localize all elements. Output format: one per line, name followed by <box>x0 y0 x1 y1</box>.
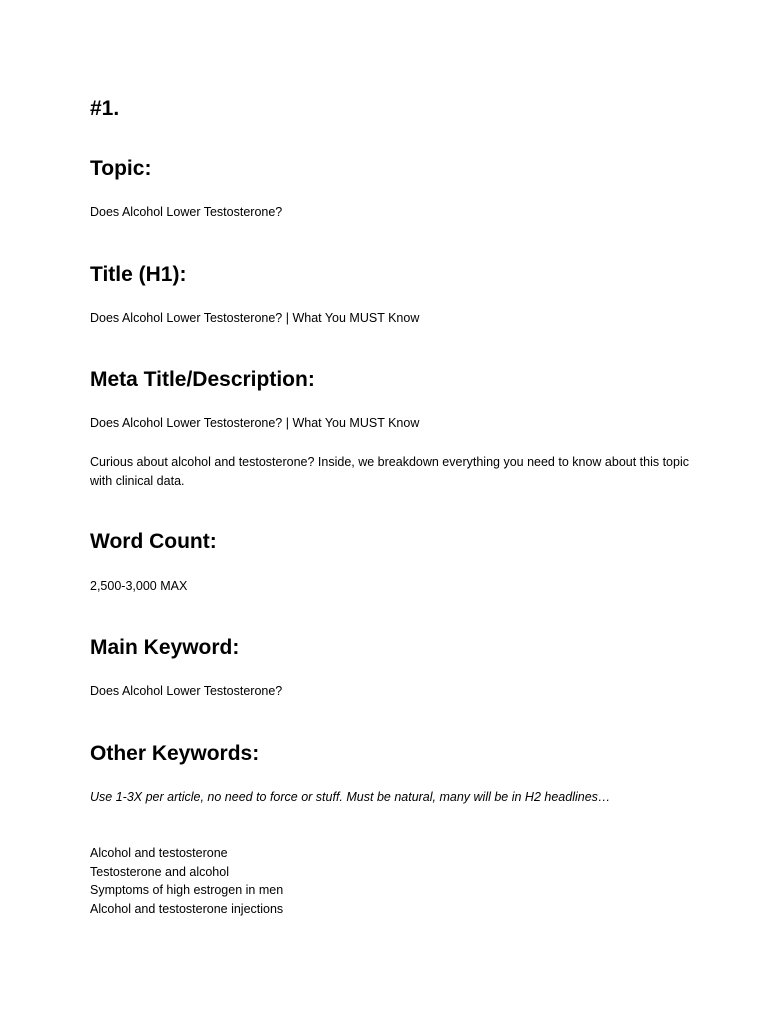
topic-heading: Topic: <box>90 157 152 180</box>
title-h1-heading: Title (H1): <box>90 263 187 286</box>
keyword-item: Testosterone and alcohol <box>90 864 229 879</box>
keyword-list <box>90 844 283 918</box>
keyword-item: Alcohol and testosterone <box>90 846 228 860</box>
word-count-text: 2,500-3,000 MAX <box>90 579 188 593</box>
meta-title-description-heading: Meta Title/Description: <box>90 368 315 391</box>
other-keywords-note: Use 1-3X per article, no need to force or stuff. Must be natural, many will be in H2 headlines… <box>90 790 611 804</box>
title-h1-text: Does Alcohol Lower Testosterone? | What You MUST Know <box>90 311 420 325</box>
document-number: #1. <box>90 97 120 120</box>
document-page <box>90 0 690 1024</box>
topic-text: Does Alcohol Lower Testosterone? <box>90 205 283 219</box>
word-count-heading: Word Count: <box>90 530 217 553</box>
meta-description-text: Curious about alcohol and testosterone? Inside, we breakdown everything you need to know about this topic with clinical data. <box>90 455 689 488</box>
keyword-item: Symptoms of high estrogen in men <box>90 883 284 897</box>
other-keywords-heading: Other Keywords: <box>90 742 260 765</box>
keyword-item: Alcohol and testosterone injections <box>90 901 284 916</box>
main-keyword-text: Does Alcohol Lower Testosterone? <box>90 684 283 698</box>
main-keyword-heading: Main Keyword: <box>90 636 240 659</box>
meta-title-text: Does Alcohol Lower Testosterone? | What You MUST Know <box>90 416 420 430</box>
